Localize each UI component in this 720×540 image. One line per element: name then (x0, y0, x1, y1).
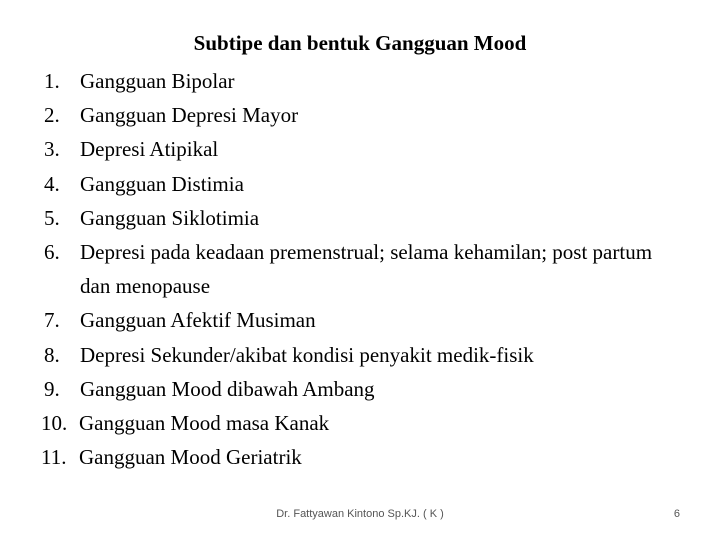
list-item-text: Depresi Sekunder/akibat kondisi penyakit medik-fisik (80, 342, 534, 367)
list-item-text: Gangguan Mood masa Kanak (79, 411, 330, 436)
list-item (44, 132, 684, 166)
page-number: 6 (673, 508, 680, 520)
list-item (44, 235, 684, 303)
list-item (44, 64, 684, 98)
list-item (44, 338, 684, 372)
list-item-text: Gangguan Afektif Musiman (80, 308, 316, 333)
list-item-number: 1. (44, 69, 60, 93)
mood-disorder-list (41, 64, 684, 474)
list-item-text: Gangguan Distimia (80, 171, 244, 196)
list-item-text: Depresi Atipikal (80, 137, 219, 162)
list-item-number: 6. (44, 240, 60, 265)
list-item-number: 4. (44, 171, 60, 196)
list-item-number: 3. (44, 137, 60, 162)
list-item (44, 303, 684, 337)
list-item-number: 10. (41, 411, 68, 436)
list-item-text: Gangguan Siklotimia (80, 205, 260, 230)
slide-title: Subtipe dan bentuk Gangguan Mood (193, 31, 527, 55)
list-item-text: Gangguan Mood Geriatrik (79, 445, 302, 470)
list-item (44, 98, 684, 132)
list-item-text: Gangguan Mood dibawah Ambang (80, 376, 375, 401)
list-item (44, 201, 684, 235)
list-item-number: 2. (44, 103, 60, 128)
list-item-number: 9. (44, 376, 60, 401)
list-item-number: 5. (44, 205, 60, 230)
list-item-text: Gangguan Bipolar (80, 69, 235, 93)
list-item (41, 440, 684, 474)
list-item-number: 8. (44, 342, 60, 367)
list-item (44, 372, 684, 406)
list-item-number: 7. (44, 308, 60, 333)
list-item (41, 406, 684, 440)
list-item-text: Gangguan Depresi Mayor (80, 103, 299, 128)
list-item-number: 11. (41, 445, 67, 470)
list-item (44, 167, 684, 201)
list-item-text: Depresi pada keadaan premenstrual; selama kehamilan; post partum dan menopause (80, 240, 653, 299)
footer-author: Dr. Fattyawan Kintono Sp.KJ. ( K ) (276, 508, 444, 520)
